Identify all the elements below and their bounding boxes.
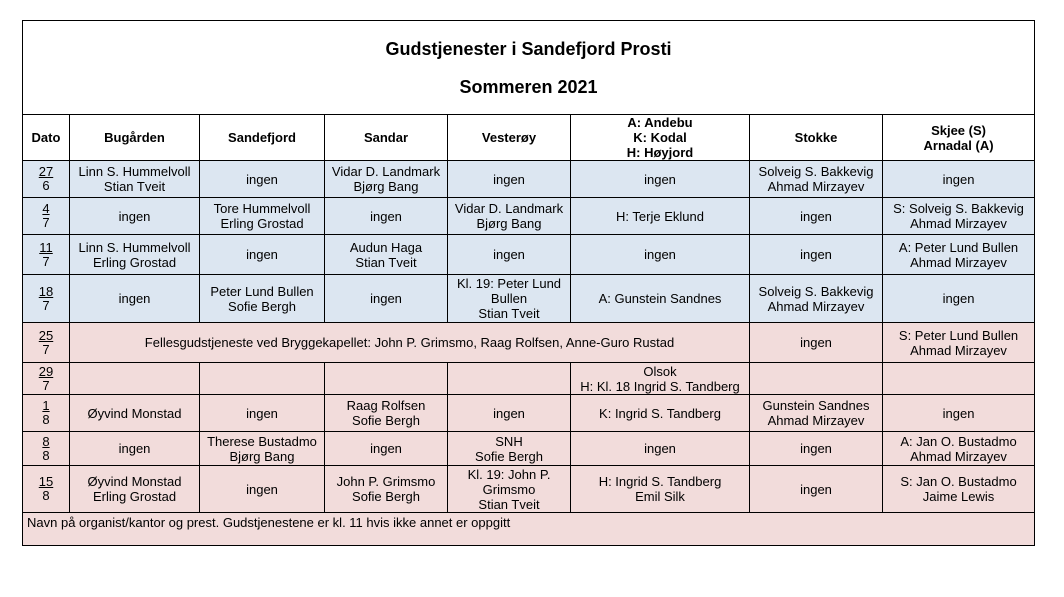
cell-line: Stian Tveit: [355, 254, 417, 270]
cell-andebu: [571, 275, 750, 323]
cell-line: Stian Tveit: [103, 179, 166, 194]
cell-line: ingen: [644, 247, 676, 262]
cell-line: Linn S. Hummelvoll: [78, 239, 191, 255]
cell-stokke: [750, 161, 883, 198]
cell-line: Audun Haga: [349, 239, 423, 255]
cell-line: Olsok: [643, 363, 677, 379]
date-day: 11: [39, 239, 53, 255]
cell-sandefjord: [200, 432, 325, 466]
schedule-table: [22, 20, 1035, 546]
date-month: 8: [42, 412, 50, 427]
cell-line: Erling Grostad: [220, 216, 304, 231]
date-cell: [23, 161, 70, 198]
cell-bugarden: [70, 395, 200, 432]
cell-sandefjord: [200, 363, 325, 395]
date-month: 8: [42, 447, 50, 463]
cell-line: ingen: [942, 405, 975, 421]
cell-line: Øyvind Monstad: [87, 405, 182, 421]
cell-line: ingen: [800, 208, 832, 224]
cell-sandar: [325, 275, 448, 323]
date-month: 6: [42, 178, 50, 193]
cell-sandefjord: [200, 466, 325, 513]
cell-line: ingen: [800, 335, 832, 350]
cell-line: ingen: [800, 481, 832, 497]
cell-line: Stian Tveit: [478, 496, 540, 512]
cell-line: Ahmad Mirzayev: [767, 298, 865, 314]
date-day: 18: [38, 283, 54, 299]
cell-bugarden: [70, 198, 200, 235]
cell-line: Erling Grostad: [92, 254, 177, 270]
cell-line: ingen: [246, 247, 278, 262]
cell-line: Jaime Lewis: [922, 489, 995, 504]
date-cell: [23, 235, 70, 275]
cell-fellesgudstjeneste: Fellesgudstjeneste ved Bryggekapellet: John P. Grimsmo, Raag Rolfsen, Anne-Guro Rustad: [70, 323, 750, 363]
cell-line: S: Jan O. Bustadmo: [900, 474, 1017, 489]
cell-sandar: [325, 363, 448, 395]
date-cell: [23, 198, 70, 235]
cell-line: Sofie Bergh: [352, 413, 420, 428]
cell-sandar: [325, 235, 448, 275]
cell-vesteroy: [448, 363, 571, 395]
table-row: [23, 275, 1035, 323]
cell-line: ingen: [246, 481, 278, 497]
cell-line: H: Ingrid S. Tandberg: [598, 474, 722, 489]
cell-line: Vidar D. Landmark: [331, 164, 441, 179]
cell-line: A: Peter Lund Bullen: [898, 239, 1019, 255]
cell-line: Linn S. Hummelvoll: [78, 164, 191, 179]
cell-line: Bjørg Bang: [229, 448, 295, 464]
cell-line: Ahmad Mirzayev: [910, 448, 1007, 464]
cell-line: A: Jan O. Bustadmo: [900, 433, 1017, 449]
date-cell: [23, 432, 70, 466]
cell-vesteroy: [448, 235, 571, 275]
table-row: [23, 466, 1035, 513]
cell-sandar: [325, 466, 448, 513]
date-day: 29: [38, 363, 54, 379]
cell-line: Sofie Bergh: [475, 448, 543, 464]
cell-skjee: [883, 323, 1035, 363]
table-row: [23, 198, 1035, 235]
cell-andebu: [571, 466, 750, 513]
cell-line: Kl. 19: John P.: [467, 466, 551, 482]
page-subtitle: Sommeren 2021: [459, 76, 598, 97]
date-month: 7: [42, 377, 50, 393]
cell-line: ingen: [942, 171, 975, 187]
header-andebu: [571, 115, 750, 161]
cell-line: Gunstein Sandnes: [762, 398, 870, 413]
cell-bugarden: [70, 161, 200, 198]
cell-line: ingen: [644, 171, 676, 187]
cell-stokke: [750, 466, 883, 513]
cell-line: Sofie Bergh: [228, 298, 296, 314]
cell-line: K: Ingrid S. Tandberg: [599, 405, 721, 421]
cell-line: ingen: [118, 441, 151, 456]
cell-line: Vidar D. Landmark: [454, 201, 564, 216]
cell-line: ingen: [370, 291, 402, 306]
cell-stokke: [750, 235, 883, 275]
cell-vesteroy: [448, 466, 571, 513]
cell-sandefjord: [200, 275, 325, 323]
header-arnadal-line: Arnadal (A): [923, 137, 994, 153]
cell-line: ingen: [800, 247, 832, 262]
cell-line: ingen: [370, 208, 402, 224]
date-day: 1: [42, 398, 50, 413]
cell-line: Tore Hummelvoll: [213, 201, 311, 216]
cell-line: Solveig S. Bakkevig: [758, 164, 874, 179]
date-day: 8: [42, 433, 50, 449]
date-day: 4: [42, 201, 50, 216]
cell-bugarden: [70, 363, 200, 395]
cell-line: H: Kl. 18 Ingrid S. Tandberg: [580, 378, 740, 394]
cell-stokke: [750, 323, 883, 363]
cell-bugarden: [70, 235, 200, 275]
footer-note: Navn på organist/kantor og prest. Gudstjenestene er kl. 11 hvis ikke annet er oppgitt: [23, 513, 1035, 546]
cell-skjee: [883, 275, 1035, 323]
cell-skjee: [883, 198, 1035, 235]
date-month: 7: [42, 297, 50, 313]
date-month: 7: [42, 253, 50, 269]
cell-bugarden: [70, 466, 200, 513]
header-andebu-line: A: Andebu: [627, 115, 693, 130]
cell-line: Grimsmo: [482, 481, 536, 497]
cell-bugarden: [70, 432, 200, 466]
cell-skjee: [883, 466, 1035, 513]
date-day: 27: [38, 164, 54, 179]
date-day: 25: [38, 327, 54, 343]
cell-line: ingen: [246, 405, 278, 421]
date-month: 8: [42, 488, 50, 503]
cell-vesteroy: [448, 275, 571, 323]
cell-line: Ahmad Mirzayev: [767, 179, 865, 194]
cell-line: Kl. 19: Peter Lund: [456, 276, 562, 291]
cell-line: ingen: [493, 171, 525, 187]
cell-andebu: [571, 161, 750, 198]
header-hoyjord-line: H: Høyjord: [626, 145, 694, 160]
cell-line: Raag Rolfsen: [346, 398, 426, 413]
cell-skjee: [883, 432, 1035, 466]
cell-sandefjord: [200, 198, 325, 235]
table-row: [23, 161, 1035, 198]
cell-line: Emil Silk: [635, 489, 685, 504]
cell-line: Therese Bustadmo: [207, 433, 317, 449]
cell-line: ingen: [942, 291, 975, 306]
cell-line: Øyvind Monstad: [87, 474, 182, 489]
header-dato: Dato: [23, 115, 70, 161]
cell-line: Ahmad Mirzayev: [767, 413, 865, 428]
cell-line: Bjørg Bang: [476, 216, 542, 231]
cell-skjee: [883, 363, 1035, 395]
header-row: [23, 115, 1035, 161]
cell-vesteroy: [448, 395, 571, 432]
cell-line: Stian Tveit: [478, 306, 540, 321]
header-skjee-line: Skjee (S): [931, 122, 986, 138]
cell-sandefjord: [200, 161, 325, 198]
date-day: 15: [38, 474, 54, 489]
cell-sandefjord: [200, 235, 325, 275]
header-kodal-line: K: Kodal: [633, 130, 687, 145]
schedule-sheet: [22, 20, 1034, 546]
table-row: [23, 235, 1035, 275]
cell-line: Erling Grostad: [92, 489, 177, 504]
cell-andebu: [571, 198, 750, 235]
cell-line: Ahmad Mirzayev: [910, 254, 1007, 270]
cell-line: Peter Lund Bullen: [210, 283, 314, 299]
cell-line: A: Gunstein Sandnes: [598, 291, 722, 306]
cell-stokke: [750, 363, 883, 395]
cell-line: ingen: [370, 441, 402, 456]
cell-andebu: [571, 235, 750, 275]
cell-line: S: Solveig S. Bakkevig: [893, 201, 1024, 216]
cell-line: ingen: [800, 441, 832, 456]
header-skjee: [883, 115, 1035, 161]
cell-sandar: [325, 395, 448, 432]
cell-bugarden: [70, 275, 200, 323]
date-month: 7: [42, 215, 50, 230]
date-cell: [23, 466, 70, 513]
cell-sandar: [325, 432, 448, 466]
date-cell: [23, 395, 70, 432]
cell-line: Solveig S. Bakkevig: [758, 283, 874, 299]
cell-line: Sofie Bergh: [352, 489, 420, 504]
cell-stokke: [750, 432, 883, 466]
header-sandar: Sandar: [325, 115, 448, 161]
cell-line: Bjørg Bang: [353, 179, 419, 194]
cell-line: ingen: [118, 208, 151, 224]
table-row: [23, 432, 1035, 466]
table-row: [23, 323, 1035, 363]
cell-skjee: [883, 235, 1035, 275]
cell-sandar: [325, 161, 448, 198]
cell-sandefjord: [200, 395, 325, 432]
cell-line: Ahmad Mirzayev: [910, 342, 1007, 358]
cell-vesteroy: [448, 432, 571, 466]
cell-stokke: [750, 198, 883, 235]
cell-line: ingen: [493, 405, 525, 421]
cell-line: ingen: [118, 291, 151, 306]
cell-skjee: [883, 161, 1035, 198]
cell-vesteroy: [448, 161, 571, 198]
cell-vesteroy: [448, 198, 571, 235]
cell-stokke: [750, 395, 883, 432]
cell-sandar: [325, 198, 448, 235]
header-vesteroy: Vesterøy: [448, 115, 571, 161]
date-cell: [23, 323, 70, 363]
cell-line: SNH: [495, 433, 523, 449]
header-sandefjord: Sandefjord: [200, 115, 325, 161]
cell-andebu: [571, 432, 750, 466]
cell-line: S: Peter Lund Bullen: [898, 327, 1019, 343]
cell-line: ingen: [246, 171, 278, 187]
header-stokke: Stokke: [750, 115, 883, 161]
cell-andebu: [571, 395, 750, 432]
page-title: Gudstjenester i Sandefjord Prosti: [385, 38, 672, 59]
date-cell: [23, 275, 70, 323]
cell-line: Bullen: [490, 291, 528, 306]
cell-line: Ahmad Mirzayev: [910, 216, 1007, 231]
header-bugarden: Bugården: [70, 115, 200, 161]
cell-skjee: [883, 395, 1035, 432]
date-month: 7: [42, 341, 50, 357]
table-row: [23, 395, 1035, 432]
cell-line: John P. Grimsmo: [336, 474, 436, 489]
cell-line: ingen: [493, 247, 525, 262]
cell-stokke: [750, 275, 883, 323]
cell-line: H: Terje Eklund: [616, 208, 704, 224]
cell-andebu: [571, 363, 750, 395]
footer-row: [23, 513, 1035, 546]
title-row: [23, 21, 1035, 115]
cell-line: ingen: [644, 441, 676, 456]
title-cell: [23, 21, 1035, 115]
date-cell: [23, 363, 70, 395]
table-row: [23, 363, 1035, 395]
